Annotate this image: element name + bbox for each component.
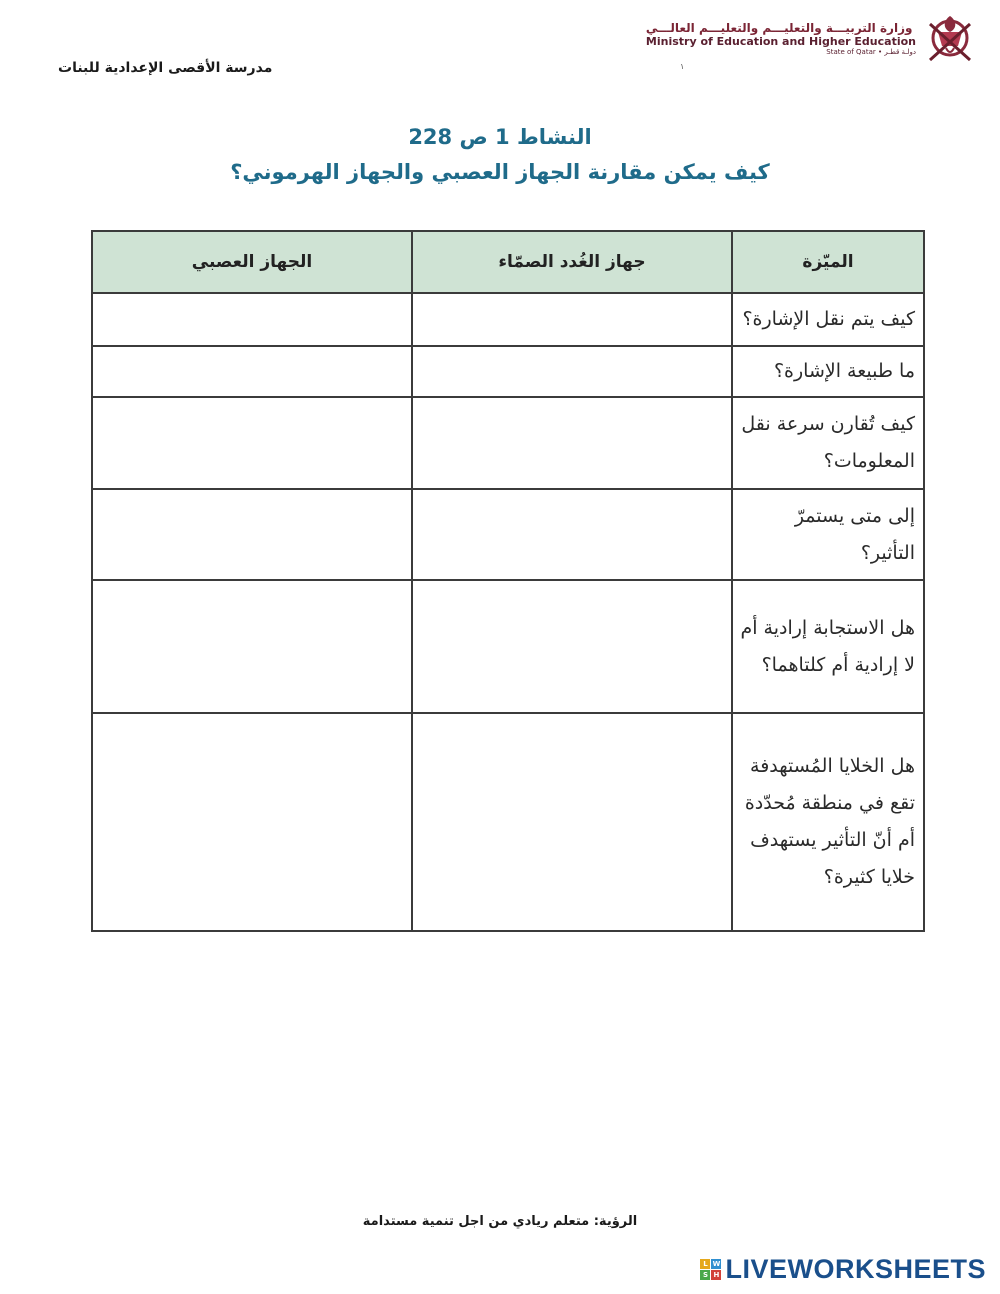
- brand-block: W: [712, 1260, 721, 1268]
- endocrine-answer-cell[interactable]: [412, 397, 732, 489]
- nervous-answer-cell[interactable]: [92, 580, 412, 713]
- header-endocrine-system: جهاز الغُدد الصمّاء: [412, 231, 732, 293]
- nervous-answer-cell[interactable]: [92, 293, 412, 346]
- brand-block: H: [711, 1270, 721, 1280]
- table-row: [92, 346, 924, 397]
- table-row: [92, 489, 924, 580]
- row-question: هل الاستجابة إرادية أم لا إرادية أم كلتاهما؟: [732, 580, 924, 713]
- liveworksheets-brand-text: LIVEWORKSHEETS: [725, 1254, 986, 1284]
- endocrine-answer-cell[interactable]: [412, 489, 732, 580]
- ministry-state: State of Qatar • دولـة قطـر: [826, 48, 916, 57]
- ministry-logo: [646, 10, 976, 68]
- nervous-answer-cell[interactable]: [92, 713, 412, 931]
- row-question: هل الخلايا المُستهدفة تقع في منطقة مُحدّدة أم أنّ التأثير يستهدف خلايا كثيرة؟: [732, 713, 924, 931]
- vision-statement: الرؤية: متعلم ريادي من اجل تنمية مستدامة: [362, 1214, 638, 1229]
- table-row: [92, 580, 924, 713]
- liveworksheets-blocks-icon: [700, 1259, 721, 1280]
- activity-title: النشاط 1 ص 228: [408, 125, 592, 149]
- row-question: كيف تُقارن سرعة نقل المعلومات؟: [732, 397, 924, 489]
- header-feature: الميّزة: [732, 231, 924, 293]
- comparison-table: [91, 230, 925, 932]
- ministry-text-block: [646, 22, 916, 56]
- ministry-name-english: Ministry of Education and Higher Education: [645, 34, 916, 48]
- ministry-name-arabic: وزارة التربيـــة والتعليـــم والتعليـــم العالـــي: [645, 20, 913, 35]
- liveworksheets-logo[interactable]: [700, 1254, 986, 1285]
- table-row: [92, 713, 924, 931]
- row-question: ما طبيعة الإشارة؟: [732, 346, 924, 397]
- endocrine-answer-cell[interactable]: [412, 346, 732, 397]
- endocrine-answer-cell[interactable]: [412, 293, 732, 346]
- activity-question: كيف يمكن مقارنة الجهاز العصبي والجهاز الهرموني؟: [230, 160, 770, 184]
- nervous-answer-cell[interactable]: [92, 489, 412, 580]
- small-mark: ١: [680, 62, 685, 71]
- nervous-answer-cell[interactable]: [92, 346, 412, 397]
- table-header-row: [92, 231, 924, 293]
- header-nervous-system: الجهاز العصبي: [92, 231, 412, 293]
- table-row: [92, 397, 924, 489]
- endocrine-answer-cell[interactable]: [412, 713, 732, 931]
- qatar-emblem-icon: [924, 10, 976, 68]
- school-name: مدرسة الأقصى الإعدادية للبنات: [58, 60, 273, 76]
- row-question: كيف يتم نقل الإشارة؟: [732, 293, 924, 346]
- endocrine-answer-cell[interactable]: [412, 580, 732, 713]
- table-row: [92, 293, 924, 346]
- nervous-answer-cell[interactable]: [92, 397, 412, 489]
- row-question: إلى متى يستمرّ التأثير؟: [732, 489, 924, 580]
- brand-block: S: [700, 1270, 710, 1280]
- brand-block: L: [700, 1259, 710, 1269]
